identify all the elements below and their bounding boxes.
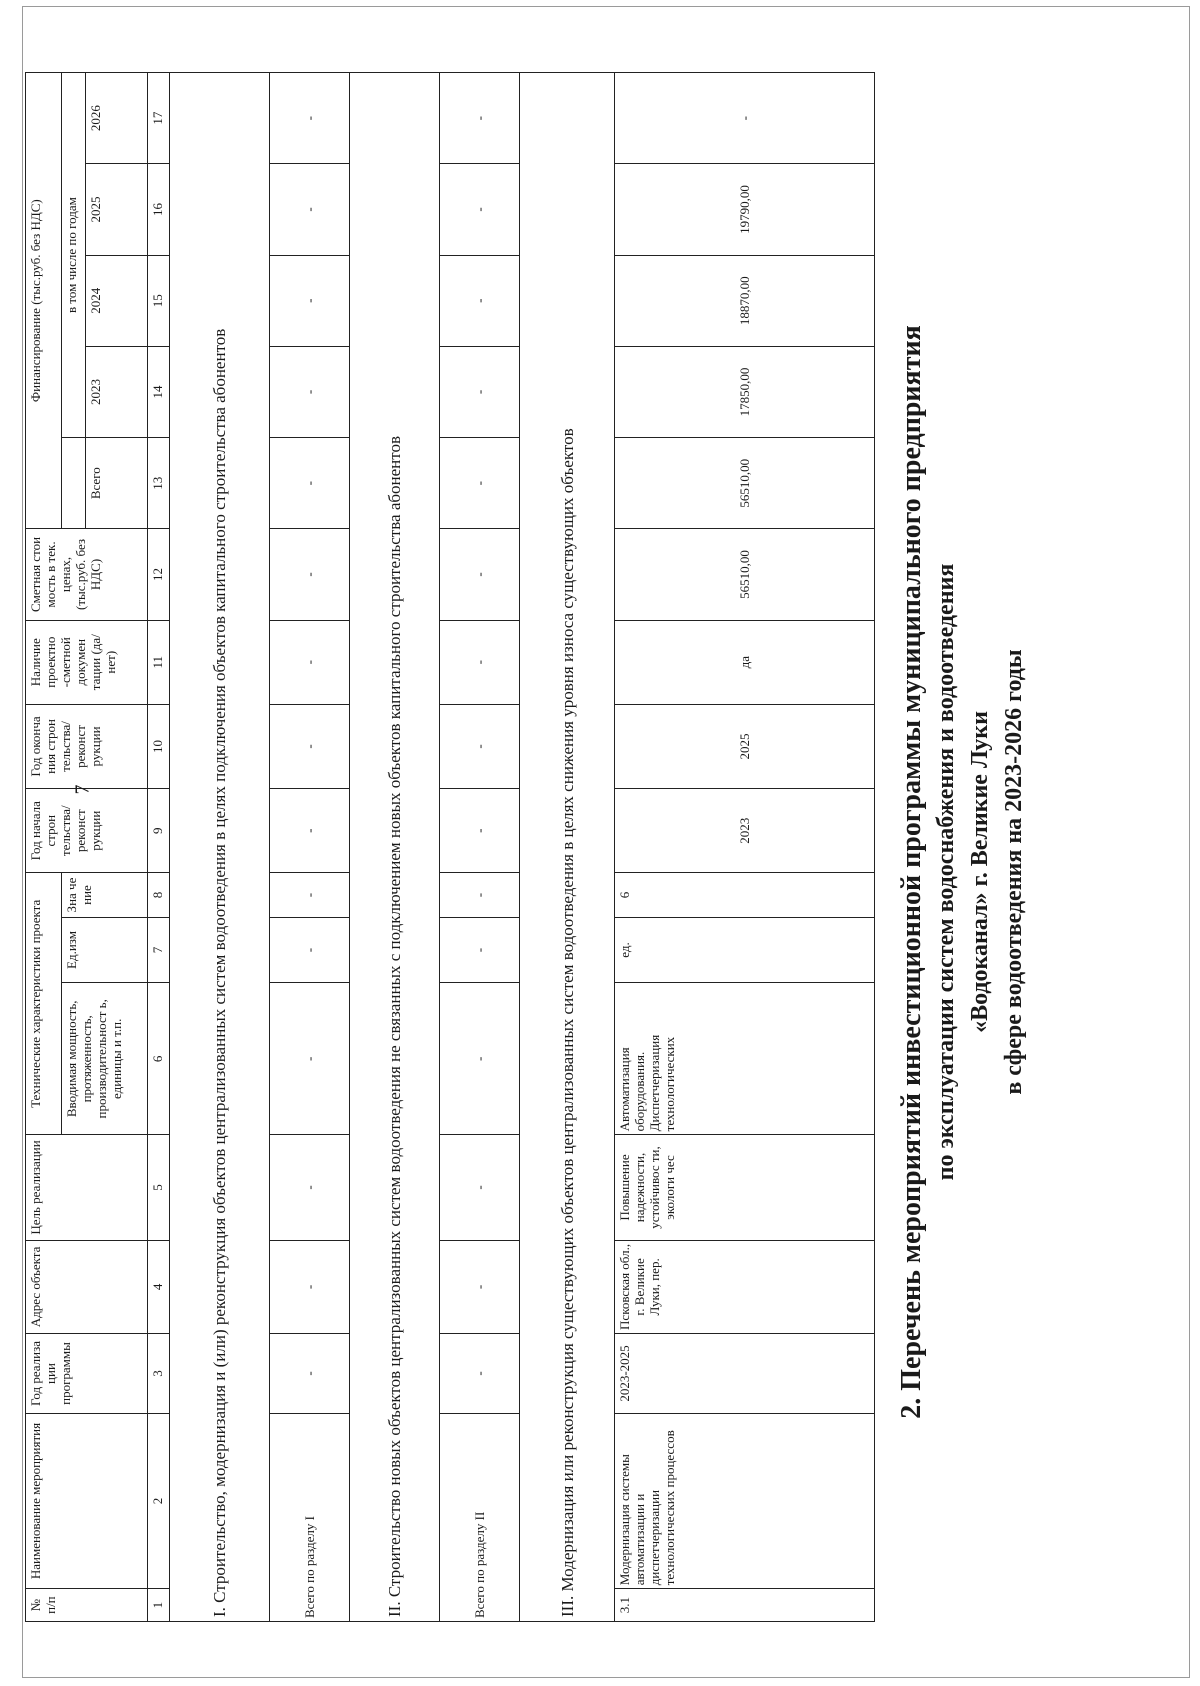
row-3-1-end: 2025 (615, 704, 875, 788)
heading-line-1: 2. Перечень мероприятий инвестиционной программы муниципального предприятия (896, 325, 927, 1419)
row-3-1-2023: 17850,00 (615, 346, 875, 437)
row-3-1-unit: ед. (615, 917, 875, 983)
header-estimate: Сметная стои мость в тек. ценах, (тыс.руб. без НДС) (26, 529, 148, 620)
total1-c10: - (270, 704, 350, 788)
header-2024: 2024 (86, 255, 148, 346)
page-number: 7 (71, 784, 94, 795)
section-1-total-row (270, 73, 350, 1622)
total2-c8: - (440, 873, 520, 917)
total1-c8: - (270, 873, 350, 917)
header-name: Наименование мероприятия (26, 1413, 148, 1588)
row-3-1-tech: Автоматизация оборудования. Диспетчеризация технологических (615, 983, 875, 1135)
col-num-9: 9 (148, 789, 170, 873)
rotated-page (15, 22, 1185, 1672)
header-financing: Финансирование (тыс.руб. без НДС) (26, 73, 62, 529)
total2-c4: - (440, 1240, 520, 1334)
section-1-title: I. Строительство, модернизация и (или) реконструкция объектов централизованных систем водоотведения в целях подключения объектов капитального строительства абонентов (170, 73, 270, 1622)
heading-line-4: в сфере водоотведения на 2023-2026 годы (1001, 649, 1027, 1095)
section-2-total-label: Всего по разделу II (440, 1413, 520, 1621)
row-3-1-address: Псковская обл., г. Великие Луки, пер. (615, 1240, 875, 1334)
total1-c3: - (270, 1334, 350, 1414)
header-2026: 2026 (86, 73, 148, 164)
row-3-1-start: 2023 (615, 789, 875, 873)
total1-c9: - (270, 789, 350, 873)
header-2023: 2023 (86, 346, 148, 437)
total2-c10: - (440, 704, 520, 788)
total2-c17: - (440, 73, 520, 164)
total2-c5: - (440, 1135, 520, 1240)
header-goal: Цель реализации (26, 1135, 148, 1240)
header-tech-value: Зна че ние (62, 873, 148, 917)
section-1-total-label: Всего по разделу I (270, 1413, 350, 1621)
row-3-1-goal: Повышение надежности, устойчивос ти, экологи чес (615, 1135, 875, 1240)
heading-line-2: по эксплуатации систем водоснабжения и водоотведения (933, 563, 959, 1181)
col-num-15: 15 (148, 255, 170, 346)
header-2025: 2025 (86, 164, 148, 255)
investment-table-wrap (25, 72, 875, 1622)
col-num-13: 13 (148, 438, 170, 529)
row-3-1-year: 2023-2025 (615, 1334, 875, 1414)
col-num-7: 7 (148, 917, 170, 983)
header-end-year: Год оконча ния строн тельства/ реконст рукции (26, 704, 148, 788)
total1-c4: - (270, 1240, 350, 1334)
total1-c7: - (270, 917, 350, 983)
row-3-1-2026: - (615, 73, 875, 164)
col-num-17: 17 (148, 73, 170, 164)
section-3-title: III. Модернизация или реконструкция существующих объектов централизованных систем водоотведения в целях снижения уровня износа существующих объектов (520, 73, 615, 1622)
col-num-8: 8 (148, 873, 170, 917)
total2-c6: - (440, 983, 520, 1135)
header-num: № п/п (26, 1589, 148, 1622)
total1-c15: - (270, 255, 350, 346)
row-3-1-docs: да (615, 620, 875, 704)
col-num-12: 12 (148, 529, 170, 620)
header-total: Всего (86, 438, 148, 529)
col-num-5: 5 (148, 1135, 170, 1240)
row-3-1-name: Модернизация системы автоматизации и диспетчеризации технологических процессов (615, 1413, 875, 1588)
total2-c12: - (440, 529, 520, 620)
section-2-total-row (440, 73, 520, 1622)
col-num-14: 14 (148, 346, 170, 437)
header-docs: Наличие проектно -сметной докумен тации (да/нет) (26, 620, 148, 704)
total1-c17: - (270, 73, 350, 164)
row-3-1-2024: 18870,00 (615, 255, 875, 346)
col-num-16: 16 (148, 164, 170, 255)
total1-c12: - (270, 529, 350, 620)
total2-c3: - (440, 1334, 520, 1414)
total2-c15: - (440, 255, 520, 346)
header-tech-unit: Ед.изм (62, 917, 148, 983)
col-num-1: 1 (148, 1589, 170, 1622)
total1-c6: - (270, 983, 350, 1135)
total2-c13: - (440, 438, 520, 529)
row-3-1-estimate: 56510,00 (615, 529, 875, 620)
heading-line-3: «Водоканал» г. Великие Луки (967, 711, 993, 1033)
header-by-years: в том числе по годам (62, 73, 86, 438)
table-row (615, 73, 875, 1622)
investment-table (25, 72, 875, 1622)
total1-c14: - (270, 346, 350, 437)
total1-c13: - (270, 438, 350, 529)
row-3-1-value: 6 (615, 873, 875, 917)
row-3-1-total: 56510,00 (615, 438, 875, 529)
col-num-10: 10 (148, 704, 170, 788)
header-tech: Технические характеристики проекта (26, 873, 62, 1135)
total2-c9: - (440, 789, 520, 873)
total2-c7: - (440, 917, 520, 983)
header-start-year: Год начала строн тельства/ реконст рукции (26, 789, 148, 873)
header-financing-blank (62, 438, 86, 529)
row-3-1-2025: 19790,00 (615, 164, 875, 255)
document-heading (895, 72, 1031, 1672)
total2-c11: - (440, 620, 520, 704)
column-numbers-row (148, 73, 170, 1622)
col-num-6: 6 (148, 983, 170, 1135)
col-num-11: 11 (148, 620, 170, 704)
section-2-title: II. Строительство новых объектов централизованных систем водоотведения не связанных с подключением новых объектов капитального строительства абонентов (350, 73, 440, 1622)
header-address: Адрес объекта (26, 1240, 148, 1334)
total2-c14: - (440, 346, 520, 437)
col-num-4: 4 (148, 1240, 170, 1334)
total1-c16: - (270, 164, 350, 255)
total1-c11: - (270, 620, 350, 704)
total2-c16: - (440, 164, 520, 255)
header-year: Год реализа ции программы (26, 1334, 148, 1414)
header-tech-power: Вводимая мощность, протяженность, производительност ь, единицы и т.п. (62, 983, 148, 1135)
total1-c5: - (270, 1135, 350, 1240)
col-num-3: 3 (148, 1334, 170, 1414)
col-num-2: 2 (148, 1413, 170, 1588)
row-3-1-num: 3.1 (615, 1589, 875, 1622)
